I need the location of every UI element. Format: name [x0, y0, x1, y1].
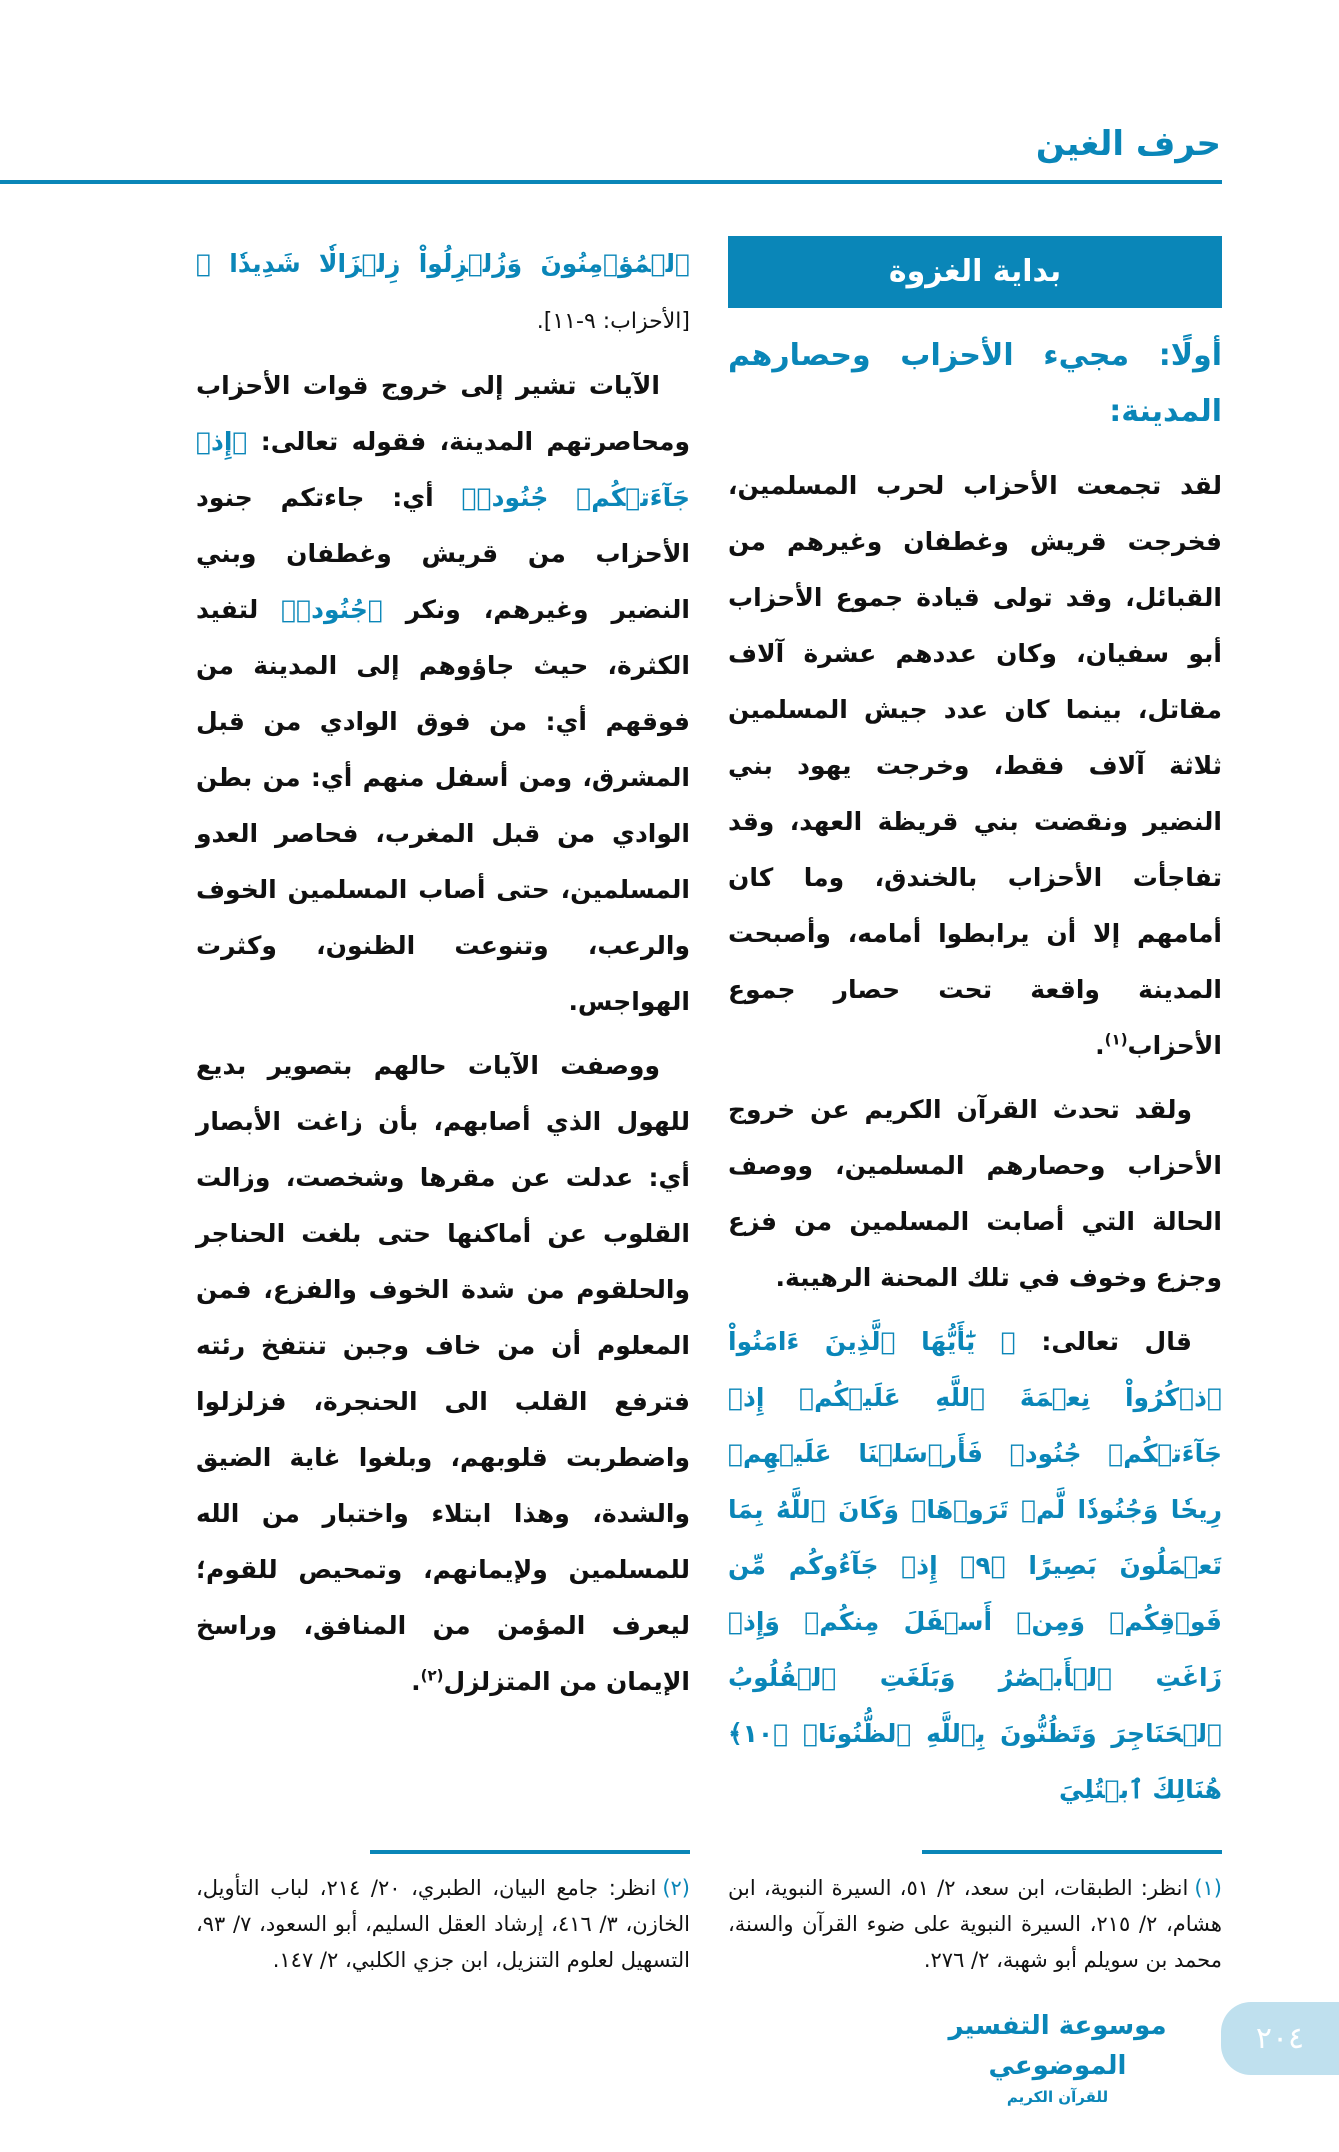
quran-quote: ﴿جُنُودٞ﴾	[281, 595, 383, 624]
paragraph	[196, 1038, 690, 1710]
section-heading: بداية الغزوة	[728, 236, 1222, 308]
paragraph-text: الآيات تشير إلى خروج قوات الأحزاب ومحاصرتهم المدينة، فقوله تعالى:	[196, 371, 690, 456]
paragraph-text: لقد تجمعت الأحزاب لحرب المسلمين، فخرجت قريش وغطفان وغيرهم من القبائل، وقد تولى قيادة جموع الأحزاب أبو سفيان، وكان عددهم عشرة آلاف مقاتل، بينما كان عدد جيش المسلمين ثلاثة آلاف فقط، وخرجت يهود بني النضير ونقضت بني قريظة العهد، وقد تفاجأت الأحزاب بالخندق، وما كان أمامهم إلا أن يرابطوا أمامه، وأصبحت المدينة واقعة تحت حصار جموع الأحزاب	[728, 471, 1222, 1060]
subheading: أولًا: مجيء الأحزاب وحصارهم المدينة:	[728, 338, 1222, 429]
footnote-1-block	[728, 1850, 1222, 1978]
footnote-text: انظر: جامع البيان، الطبري، ٢٠/ ٢١٤، لباب التأويل، الخازن، ٣/ ٤١٦، إرشاد العقل السليم، أبو السعود، ٧/ ٩٣، التسهيل لعلوم التنزيل، ابن جزي الكلبي، ٢/ ١٤٧.	[196, 1876, 690, 1972]
left-column	[196, 236, 690, 1718]
punct: .	[411, 1667, 421, 1696]
logo-subtitle: للقرآن الكريم	[1006, 2088, 1109, 2106]
footnote-rule	[922, 1850, 1222, 1854]
footnote-ref[interactable]: (١)	[1104, 1030, 1128, 1049]
body-columns	[196, 236, 1222, 1826]
punct: .	[1095, 1031, 1105, 1060]
quran-verse: ٱلۡمُؤۡمِنُونَ وَزُلۡزِلُواْ زِلۡزَالٗا شَدِيدٗا ﴾	[196, 249, 690, 278]
page-header	[0, 0, 1339, 184]
paragraph	[196, 358, 690, 1030]
verse-reference: [الأحزاب: ٩-١١].	[536, 309, 690, 334]
page-footer	[0, 2002, 1339, 2152]
footnote-rule	[370, 1850, 690, 1854]
footnote-number: (١)	[1194, 1876, 1222, 1900]
paragraph	[728, 1314, 1222, 1818]
paragraph-text: أي: جاءتكم جنود الأحزاب من قريش وغطفان وبني النضير وغيرهم، ونكر	[196, 483, 691, 624]
quran-verse: ﴿ يَٰٓأَيُّهَا ٱلَّذِينَ ءَامَنُواْ ٱذۡكُرُواْ نِعۡمَةَ ٱللَّهِ عَلَيۡكُمۡ إِذۡ جَآءَتۡكُمۡ جُنُودٞ فَأَرۡسَلۡنَا عَلَيۡهِمۡ رِيحٗا وَجُنُودٗا لَّمۡ تَرَوۡهَاۚ وَكَانَ ٱللَّهُ بِمَا تَعۡمَلُونَ بَصِيرًا ﴿٩﴾ إِذۡ جَآءُوكُم مِّن فَوۡقِكُمۡ وَمِنۡ أَسۡفَلَ مِنكُمۡ وَإِذۡ زَاغَتِ ٱلۡأَبۡصَٰرُ وَبَلَغَتِ ٱلۡقُلُوبُ ٱلۡحَنَاجِرَ وَتَظُنُّونَ بِٱللَّهِ ٱلظُّنُونَا۠ ﴿١٠﴾ هُنَالِكَ ٱبۡتُلِيَ	[728, 1327, 1222, 1804]
footnotes	[196, 1850, 1222, 1978]
footnote-2-block	[196, 1850, 690, 1978]
paragraph-text: لتفيد الكثرة، حيث جاؤوهم إلى المدينة من فوقهم أي: من فوق الوادي من قبل المشرق، ومن أسفل منهم أي: من بطن الوادي من قبل المغرب، فحاصر العدو المسلمين، حتى أصاب المسلمين الخوف والرعب، وتنوعت الظنون، وكثرت الهواجس.	[196, 595, 690, 1016]
paragraph-text: قال تعالى:	[1015, 1327, 1192, 1356]
header-rule	[0, 180, 1222, 184]
footnote-number: (٢)	[662, 1876, 690, 1900]
encyclopedia-logo	[935, 2006, 1180, 2108]
right-column	[728, 236, 1222, 1826]
paragraph	[196, 236, 690, 350]
page-number: ٢٠٤	[1221, 2002, 1339, 2075]
paragraph	[728, 458, 1222, 1074]
quran-quote: ﴿إِذۡ جَآءَتۡكُمۡ جُنُودٞ﴾	[196, 427, 690, 512]
footnote-2	[196, 1870, 690, 1978]
logo-title: موسوعة التفسير الموضوعي	[948, 2011, 1167, 2081]
footnote-text: انظر: الطبقات، ابن سعد، ٢/ ٥١، السيرة النبوية، ابن هشام، ٢/ ٢١٥، السيرة النبوية على ضوء القرآن والسنة، محمد بن سويلم أبو شهبة، ٢/ ٢٧٦.	[728, 1876, 1222, 1972]
footnote-1	[728, 1870, 1222, 1978]
footnote-ref[interactable]: (٢)	[420, 1666, 444, 1685]
paragraph-text: ووصفت الآيات حالهم بتصوير بديع للهول الذي أصابهم، بأن زاغت الأبصار أي: عدلت عن مقرها وشخصت، وزالت القلوب عن أماكنها حتى بلغت الحناجر والحلقوم من شدة الخوف والفزع، فمن المعلوم أن من خاف وجبن تنتفخ رئته فترفع القلب الى الحنجرة، فزلزلوا واضطربت قلوبهم، وبلغوا غاية الضيق والشدة، وهذا ابتلاء واختبار من الله للمسلمين ولإيمانهم، وتمحيص للقوم؛ ليعرف المؤمن من المنافق، وراسخ الإيمان من المتزلزل	[196, 1051, 690, 1696]
running-title: حرف الغين	[1035, 124, 1221, 164]
paragraph: ولقد تحدث القرآن الكريم عن خروج الأحزاب وحصارهم المسلمين، ووصف الحالة التي أصابت المسلمين من فزع وجزع وخوف في تلك المحنة الرهيبة.	[728, 1095, 1222, 1292]
